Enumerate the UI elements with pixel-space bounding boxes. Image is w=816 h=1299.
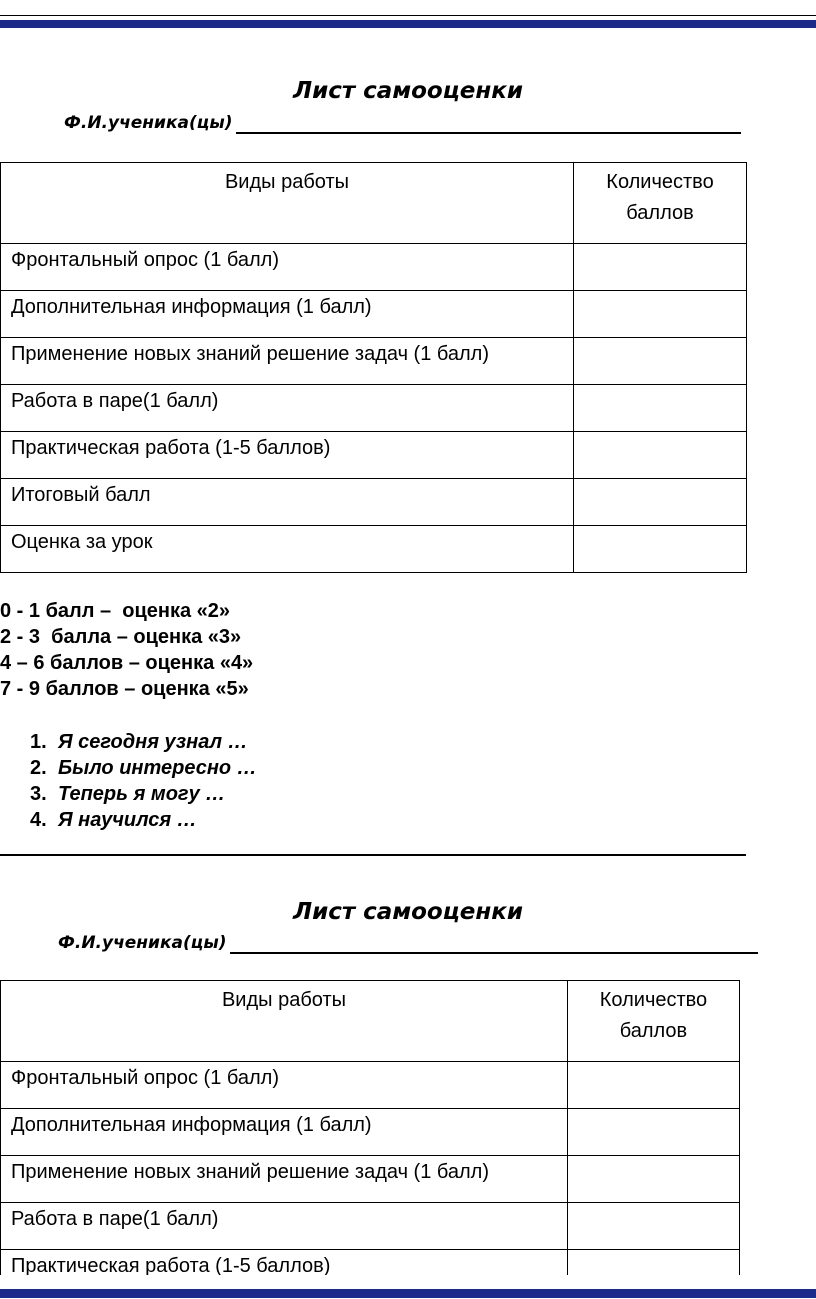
points-cell[interactable] [574,244,747,291]
table-row [1,244,747,291]
self-assessment-table-2 [0,980,740,1275]
row-label: Итоговый балл [1,479,574,526]
table-header-row [1,163,747,244]
points-cell[interactable] [567,1109,739,1156]
points-cell[interactable] [567,1156,739,1203]
page-border-top [0,20,816,28]
student-name-blank-2[interactable] [230,934,758,954]
list-number: 4. [30,809,47,831]
table-row [1,1062,740,1109]
points-cell[interactable] [574,385,747,432]
page-border-thin-top [0,15,816,16]
points-cell[interactable] [574,432,747,479]
list-item [30,781,257,807]
student-name-line-1 [64,112,741,134]
list-text: Я сегодня узнал … [58,731,248,753]
student-name-line-2 [58,932,758,954]
table-row [1,432,747,479]
points-cell[interactable] [574,291,747,338]
points-cell[interactable] [574,479,747,526]
student-name-blank-1[interactable] [236,114,741,134]
row-label: Оценка за урок [1,526,574,573]
table-row [1,1203,740,1250]
points-cell[interactable] [574,526,747,573]
header-work-types: Виды работы [1,981,568,1062]
points-cell[interactable] [567,1250,739,1276]
grading-scale-line: 4 – 6 баллов – оценка «4» [0,652,254,674]
table-row [1,1250,740,1276]
row-label: Применение новых знаний решение задач (1 балл) [1,338,574,385]
points-cell[interactable] [574,338,747,385]
grading-scale-line: 0 - 1 балл – оценка «2» [0,600,231,622]
table-row [1,291,747,338]
header-points: Количество баллов [567,981,739,1062]
sheet-title-2: Лист самооценки [292,899,523,925]
list-item [30,729,257,755]
page-border-bottom [0,1289,816,1298]
table-row [1,385,747,432]
row-label: Применение новых знаний решение задач (1 балл) [1,1156,568,1203]
points-cell[interactable] [567,1203,739,1250]
list-text: Теперь я могу … [58,783,226,805]
row-label: Дополнительная информация (1 балл) [1,291,574,338]
list-text: Было интересно … [58,757,257,779]
table-header-row [1,981,740,1062]
list-number: 2. [30,757,47,779]
self-assessment-table-1 [0,162,747,573]
sheet-title-1: Лист самооценки [292,78,523,104]
row-label: Практическая работа (1-5 баллов) [1,432,574,479]
student-name-label-2: Ф.И.ученика(цы) [58,933,227,953]
points-cell[interactable] [567,1062,739,1109]
grading-scale [0,598,253,702]
row-label: Фронтальный опрос (1 балл) [1,244,574,291]
table-row [1,338,747,385]
row-label: Работа в паре(1 балл) [1,385,574,432]
grading-scale-line: 2 - 3 балла – оценка «3» [0,626,242,648]
header-work-types: Виды работы [1,163,574,244]
list-number: 1. [30,731,47,753]
table-row [1,479,747,526]
list-item [30,755,257,781]
table-row [1,526,747,573]
grading-scale-line: 7 - 9 баллов – оценка «5» [0,678,249,700]
row-label: Фронтальный опрос (1 балл) [1,1062,568,1109]
cut-line [0,854,746,856]
self-assessment-table-2-clip [0,980,740,1275]
list-number: 3. [30,783,47,805]
row-label: Дополнительная информация (1 балл) [1,1109,568,1156]
list-item [30,807,257,833]
row-label: Работа в паре(1 балл) [1,1203,568,1250]
table-row [1,1156,740,1203]
row-label: Практическая работа (1-5 баллов) [1,1250,568,1276]
list-text: Я научился … [58,809,197,831]
reflection-list [30,729,257,833]
header-points: Количество баллов [574,163,747,244]
table-row [1,1109,740,1156]
student-name-label-1: Ф.И.ученика(цы) [64,113,233,133]
